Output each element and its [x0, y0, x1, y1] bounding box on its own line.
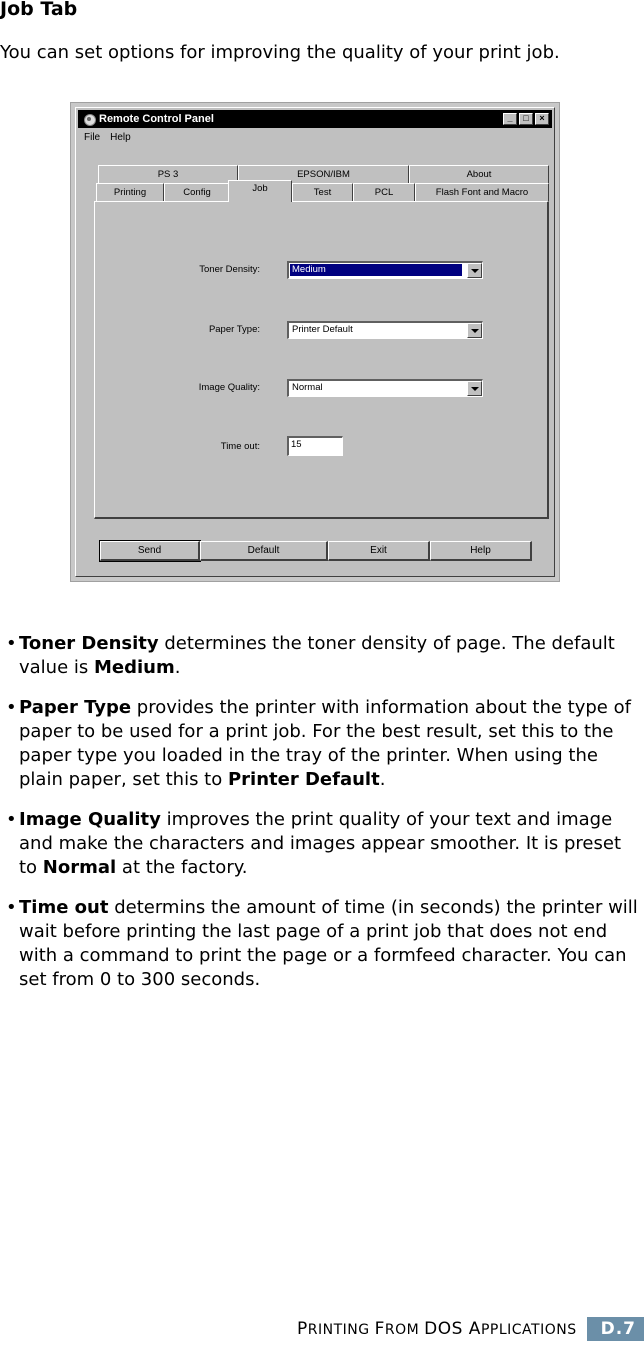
image-quality-value: Normal	[292, 382, 323, 393]
list-item-time-out	[6, 896, 640, 992]
intro-paragraph: You can set options for improving the quality of your print job.	[0, 42, 560, 63]
list-item-paper-type	[6, 696, 640, 792]
help-button[interactable]: Help	[430, 541, 532, 561]
image-quality-select[interactable]	[287, 379, 483, 397]
menu-bar	[84, 132, 131, 143]
footer-chapter-title: PRINTING FROM DOS APPLICATIONS	[297, 1319, 577, 1339]
tab-epson-ibm[interactable]: EPSON/IBM	[238, 165, 409, 183]
paper-type-select[interactable]	[287, 321, 483, 339]
description: improves the print quality of your text and image and make the characters and images appear smoother. It is preset to	[19, 809, 622, 878]
menu-file[interactable]: File	[84, 132, 101, 143]
value-emphasis: Normal	[42, 857, 117, 878]
job-tab-panel	[94, 201, 549, 519]
title-bar[interactable]	[78, 110, 552, 128]
tab-job[interactable]: Job	[228, 180, 292, 202]
description: determines the toner density of page. The default value is	[19, 633, 615, 678]
page-number: D.7	[587, 1317, 644, 1341]
chevron-down-icon[interactable]	[467, 323, 482, 338]
tab-printing[interactable]: Printing	[96, 183, 164, 201]
value-emphasis: Medium	[94, 657, 175, 678]
tab-pcl[interactable]: PCL	[353, 183, 415, 201]
description-end: at the factory.	[116, 857, 248, 878]
printer-icon	[83, 113, 95, 125]
tab-test[interactable]: Test	[292, 183, 353, 201]
list-item-toner-density	[6, 632, 640, 680]
value-emphasis: Printer Default	[227, 769, 380, 790]
tab-ps3[interactable]: PS 3	[98, 165, 238, 183]
tab-config[interactable]: Config	[164, 183, 230, 201]
default-button[interactable]: Default	[200, 541, 328, 561]
page-footer	[297, 1317, 644, 1341]
tab-about[interactable]: About	[409, 165, 549, 183]
section-title: Job Tab	[0, 0, 78, 20]
window-title: Remote Control Panel	[99, 113, 214, 125]
toner-density-label: Toner Density:	[199, 264, 260, 275]
remote-control-panel-window	[75, 107, 555, 577]
close-button[interactable]: ×	[535, 113, 549, 125]
tab-flash-font-and-macro[interactable]: Flash Font and Macro	[415, 183, 549, 201]
maximize-button[interactable]: □	[519, 113, 533, 125]
exit-button[interactable]: Exit	[328, 541, 430, 561]
description: provides the printer with information about the type of paper to be used for a print job. For the best result, set this to the paper type you loaded in the tray of the printer. When using the plain paper, set this to	[19, 697, 631, 790]
chevron-down-icon[interactable]	[467, 263, 482, 278]
term: Paper Type	[19, 697, 132, 718]
list-item-image-quality	[6, 808, 640, 880]
menu-help[interactable]: Help	[110, 132, 131, 143]
image-quality-label: Image Quality:	[198, 382, 260, 393]
toner-density-value: Medium	[290, 264, 462, 276]
send-button[interactable]: Send	[100, 541, 200, 561]
screenshot-frame	[70, 102, 560, 582]
time-out-label: Time out:	[220, 441, 260, 452]
minimize-button[interactable]: _	[503, 113, 517, 125]
description-end: .	[379, 769, 386, 790]
description-end: .	[174, 657, 181, 678]
chevron-down-icon[interactable]	[467, 381, 482, 396]
description: determins the amount of time (in seconds) the printer will wait before printing the last page of a print job that does not end with a command to print the page or a formfeed character. You can set from 0 to 300 seconds.	[19, 897, 638, 990]
time-out-input[interactable]: 15	[287, 436, 343, 456]
term: Toner Density	[19, 633, 159, 654]
option-descriptions	[6, 632, 640, 1008]
paper-type-value: Printer Default	[292, 324, 353, 335]
term: Time out	[19, 897, 109, 918]
paper-type-label: Paper Type:	[208, 324, 260, 335]
term: Image Quality	[19, 809, 161, 830]
toner-density-select[interactable]	[287, 261, 483, 279]
